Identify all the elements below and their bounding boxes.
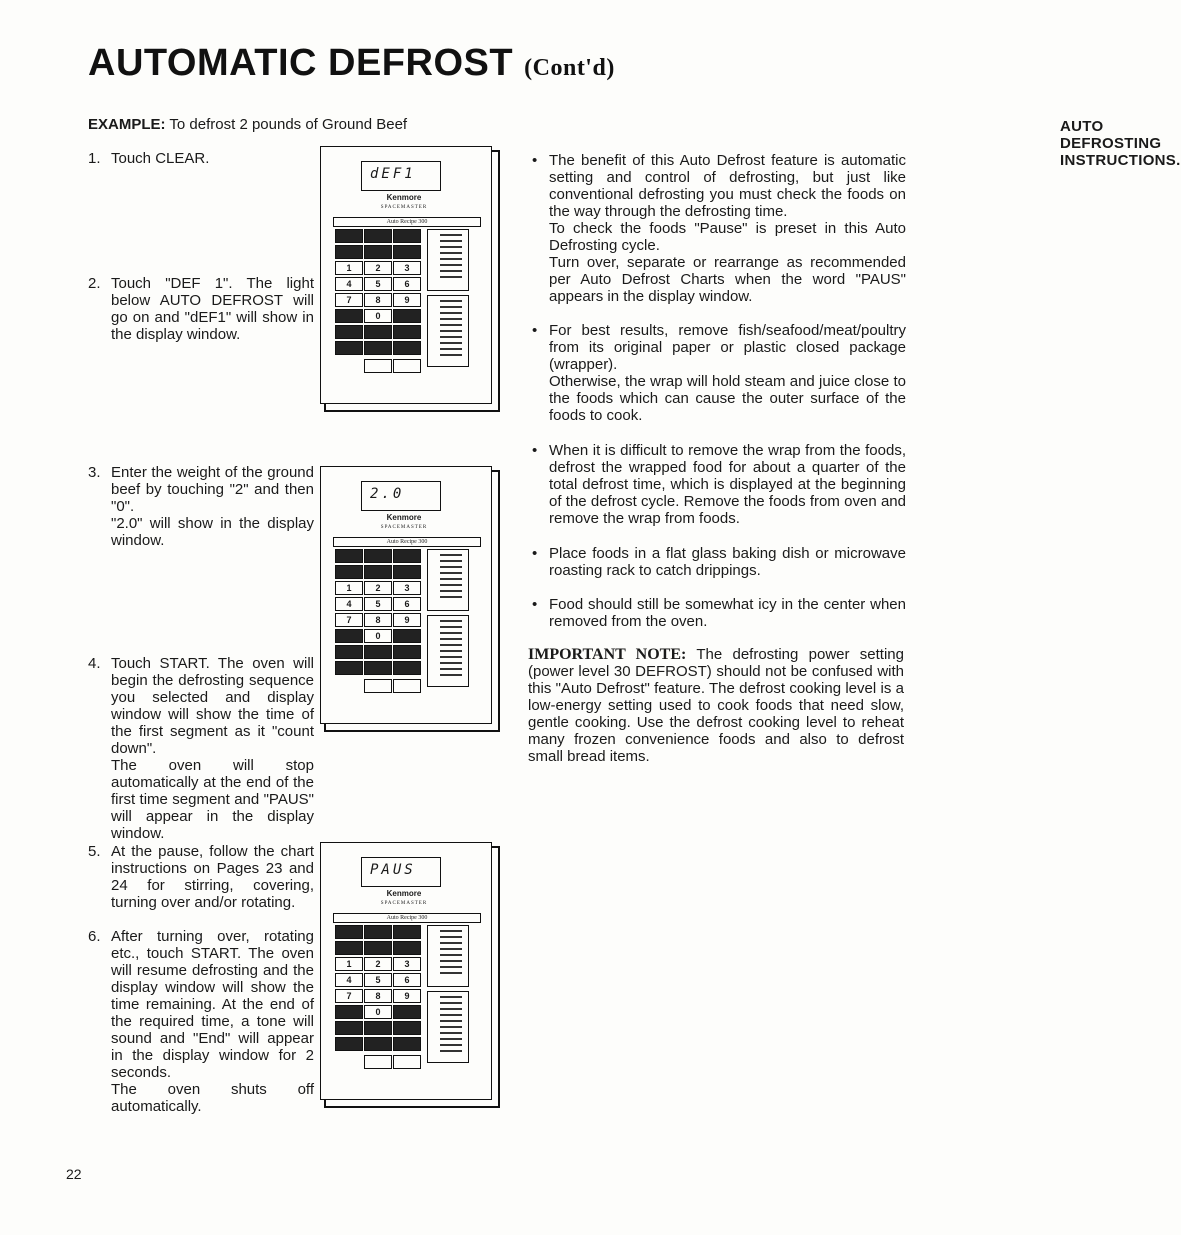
key-8: 8 <box>364 293 392 307</box>
power-level-list <box>427 229 469 291</box>
bullet-text-3: Turn over, separate or rearrange as recommended per Auto Defrost Charts when the word "PAUS" appears in the display window. <box>549 254 906 305</box>
step-2 <box>88 275 314 343</box>
step-1 <box>88 150 314 167</box>
step-text-2: "2.0" will show in the display window. <box>111 515 314 549</box>
bullet-dot: • <box>532 152 538 169</box>
key-7: 7 <box>335 613 363 627</box>
recipe-label: Auto Recipe 300 <box>333 913 481 923</box>
title-main: AUTOMATIC DEFROST <box>88 42 514 84</box>
key-0: 0 <box>364 1005 392 1019</box>
key-3: 3 <box>393 581 421 595</box>
brand-logo: Kenmore <box>386 889 422 898</box>
bullet-dot: • <box>532 596 538 613</box>
example-line <box>88 116 407 133</box>
bullet-dot: • <box>532 322 538 339</box>
bullet-text: Food should still be somewhat icy in the center when removed from the oven. <box>549 596 906 630</box>
key-9: 9 <box>393 293 421 307</box>
bullet-3 <box>532 442 906 527</box>
power-level-list <box>427 549 469 611</box>
temp-list <box>427 991 469 1063</box>
bullet-5 <box>532 596 906 630</box>
example-label: EXAMPLE: <box>88 116 166 133</box>
bullet-dot: • <box>532 442 538 459</box>
bullet-2 <box>532 322 906 424</box>
step-text-2: The oven shuts off automatically. <box>111 1081 314 1115</box>
step-text: Enter the weight of the ground beef by touching "2" and then "0". <box>111 464 314 515</box>
step-6 <box>88 928 314 1115</box>
step-number: 2. <box>88 275 101 292</box>
key-2: 2 <box>364 581 392 595</box>
microwave-panel-3 <box>324 846 500 1108</box>
step-number: 1. <box>88 150 101 167</box>
step-text: Touch "DEF 1". The light below AUTO DEFROST will go on and "dEF1" will show in the display window. <box>111 275 314 343</box>
key-0: 0 <box>364 629 392 643</box>
key-6: 6 <box>393 973 421 987</box>
model-name: SPACEMASTER <box>380 205 428 210</box>
bullet-1 <box>532 152 906 305</box>
step-text: After turning over, rotating etc., touch START. The oven will resume defrosting and the display window will show the time remaining. At the end of the required time, a tone will sound and "End" will appear in the display window for 2 seconds. <box>111 928 314 1081</box>
key-6: 6 <box>393 277 421 291</box>
key-9: 9 <box>393 613 421 627</box>
temp-list <box>427 295 469 367</box>
bullet-dot: • <box>532 545 538 562</box>
key-0: 0 <box>364 309 392 323</box>
step-text-2: The oven will stop automatically at the end of the first time segment and "PAUS" will appear in the display window. <box>111 757 314 842</box>
display-window <box>361 161 441 191</box>
instructions-heading: AUTO DEFROSTING INSTRUCTIONS. <box>1060 118 1181 169</box>
key-4: 4 <box>335 597 363 611</box>
step-4 <box>88 655 314 842</box>
key-6: 6 <box>393 597 421 611</box>
bullet-4 <box>532 545 906 579</box>
page-number: 22 <box>66 1166 82 1182</box>
step-3 <box>88 464 314 549</box>
microwave-panel-2 <box>324 470 500 732</box>
title-sub: (Cont'd) <box>524 55 615 81</box>
key-2: 2 <box>364 957 392 971</box>
example-text: To defrost 2 pounds of Ground Beef <box>169 116 408 133</box>
temp-list <box>427 615 469 687</box>
key-7: 7 <box>335 293 363 307</box>
key-1: 1 <box>335 261 363 275</box>
step-number: 4. <box>88 655 101 672</box>
note-text: The defrosting power setting (power level 30 DEFROST) should not be confused with this "Auto Defrost" feature. The defrost cooking level is a low-energy setting used to cook foods that need slow, gentle cooking. Use the defrost cooking level to reheat many frozen convenience foods and also to defrost small bread items. <box>528 646 904 765</box>
key-5: 5 <box>364 973 392 987</box>
recipe-label: Auto Recipe 300 <box>333 217 481 227</box>
power-level-list <box>427 925 469 987</box>
key-5: 5 <box>364 597 392 611</box>
bullet-text: When it is difficult to remove the wrap from the foods, defrost the wrapped food for about a quarter of the total defrost time, which is displayed at the beginning of the defrost cycle. Remove the foods from oven and remove the wrap from foods. <box>549 442 906 527</box>
display-text: 2.0 <box>370 486 405 502</box>
step-text: At the pause, follow the chart instructions on Pages 23 and 24 for stirring, covering, turning over and/or rotating. <box>111 843 314 911</box>
bullet-text: The benefit of this Auto Defrost feature is automatic setting and control of defrosting, but just like conventional defrosting you must check the foods on the way through the defrosting time. <box>549 152 906 220</box>
display-window <box>361 481 441 511</box>
key-3: 3 <box>393 261 421 275</box>
display-window <box>361 857 441 887</box>
bullet-text: For best results, remove fish/seafood/meat/poultry from its original paper or plastic closed package (wrapper). <box>549 322 906 373</box>
key-8: 8 <box>364 613 392 627</box>
key-9: 9 <box>393 989 421 1003</box>
bullet-text-2: Otherwise, the wrap will hold steam and juice close to the foods which can cause the outer surface of the foods to cook. <box>549 373 906 424</box>
step-text: Touch CLEAR. <box>111 150 210 167</box>
key-5: 5 <box>364 277 392 291</box>
step-number: 3. <box>88 464 101 481</box>
brand-logo: Kenmore <box>386 193 422 202</box>
key-2: 2 <box>364 261 392 275</box>
display-text: dEF1 <box>370 166 416 182</box>
key-4: 4 <box>335 277 363 291</box>
note-label: IMPORTANT NOTE: <box>528 646 687 663</box>
key-1: 1 <box>335 581 363 595</box>
microwave-panel-1 <box>324 150 500 412</box>
step-text: Touch START. The oven will begin the defrosting sequence you selected and display window will show the time of the first segment as it "count down". <box>111 655 314 757</box>
step-5 <box>88 843 314 911</box>
bullet-text: Place foods in a flat glass baking dish or microwave roasting rack to catch drippings. <box>549 545 906 579</box>
key-8: 8 <box>364 989 392 1003</box>
page-title <box>88 42 615 85</box>
key-3: 3 <box>393 957 421 971</box>
step-number: 6. <box>88 928 101 945</box>
key-4: 4 <box>335 973 363 987</box>
model-name: SPACEMASTER <box>380 525 428 530</box>
important-note <box>528 646 904 765</box>
step-number: 5. <box>88 843 101 860</box>
model-name: SPACEMASTER <box>380 901 428 906</box>
key-7: 7 <box>335 989 363 1003</box>
bullet-text-2: To check the foods "Pause" is preset in this Auto Defrosting cycle. <box>549 220 906 254</box>
key-1: 1 <box>335 957 363 971</box>
display-text: PAUS <box>370 862 416 878</box>
brand-logo: Kenmore <box>386 513 422 522</box>
recipe-label: Auto Recipe 300 <box>333 537 481 547</box>
